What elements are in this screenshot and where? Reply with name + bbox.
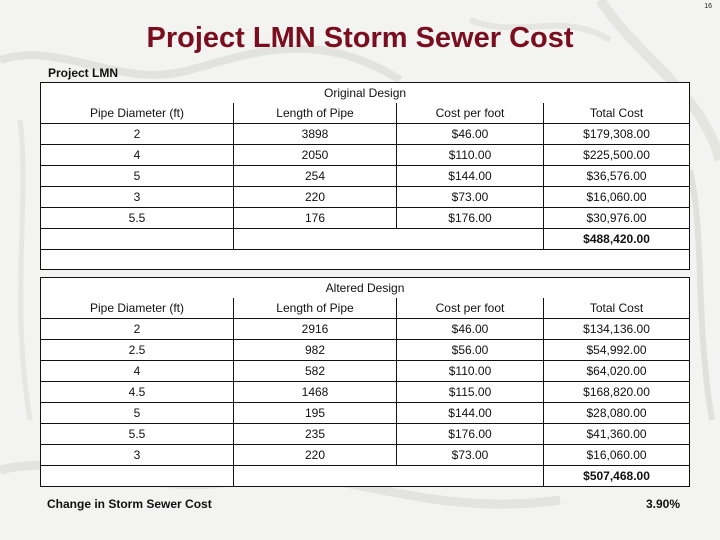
cell-pipe-diameter: 4: [41, 361, 234, 382]
cell-total-cost: $30,976.00: [544, 208, 690, 229]
header-cost-per-foot: Cost per foot: [397, 103, 544, 124]
header-total-cost: Total Cost: [544, 103, 690, 124]
cell-length: 176: [234, 208, 397, 229]
header-cost-per-foot: Cost per foot: [397, 298, 544, 319]
cell-cost-per-foot: $115.00: [397, 382, 544, 403]
cell-cost-per-foot: $73.00: [397, 187, 544, 208]
cell-cost-per-foot: $46.00: [397, 124, 544, 145]
cell-cost-per-foot: $144.00: [397, 403, 544, 424]
cell-pipe-diameter: 3: [41, 445, 234, 466]
total-row: [41, 229, 690, 250]
grand-total: $507,468.00: [544, 466, 690, 487]
table-row: [41, 424, 690, 445]
table-row: [41, 445, 690, 466]
cell-total-cost: $36,576.00: [544, 166, 690, 187]
header-total-cost: Total Cost: [544, 298, 690, 319]
cell-total-cost: $16,060.00: [544, 187, 690, 208]
cell-length: 220: [234, 445, 397, 466]
cell-length: 254: [234, 166, 397, 187]
cell-cost-per-foot: $46.00: [397, 319, 544, 340]
table-row: [41, 319, 690, 340]
empty-cell: [41, 229, 234, 250]
cell-pipe-diameter: 2.5: [41, 340, 234, 361]
empty-cell: [234, 229, 544, 250]
cell-pipe-diameter: 5: [41, 403, 234, 424]
altered-design-label: Altered Design: [41, 278, 690, 299]
cell-total-cost: $54,992.00: [544, 340, 690, 361]
cell-total-cost: $179,308.00: [544, 124, 690, 145]
cell-pipe-diameter: 4.5: [41, 382, 234, 403]
cell-pipe-diameter: 5.5: [41, 208, 234, 229]
cell-length: 220: [234, 187, 397, 208]
project-subtitle: Project LMN: [48, 66, 119, 80]
original-design-table: [40, 82, 690, 270]
cell-length: 2050: [234, 145, 397, 166]
empty-cell: [41, 250, 690, 270]
cell-cost-per-foot: $176.00: [397, 208, 544, 229]
cell-total-cost: $16,060.00: [544, 445, 690, 466]
cell-length: 235: [234, 424, 397, 445]
table-row: [41, 208, 690, 229]
cell-total-cost: $168,820.00: [544, 382, 690, 403]
altered-design-table: [40, 277, 690, 487]
cell-length: 982: [234, 340, 397, 361]
table-row: [41, 382, 690, 403]
change-value: 3.90%: [645, 497, 680, 511]
cell-length: 2916: [234, 319, 397, 340]
table-row: [41, 166, 690, 187]
grand-total: $488,420.00: [544, 229, 690, 250]
table-row: [41, 361, 690, 382]
cell-pipe-diameter: 2: [41, 319, 234, 340]
table-row: [41, 124, 690, 145]
page-title: Project LMN Storm Sewer Cost: [146, 22, 574, 54]
cell-total-cost: $64,020.00: [544, 361, 690, 382]
empty-cell: [41, 466, 234, 487]
cell-cost-per-foot: $56.00: [397, 340, 544, 361]
header-length: Length of Pipe: [234, 103, 397, 124]
cell-total-cost: $41,360.00: [544, 424, 690, 445]
header-length: Length of Pipe: [234, 298, 397, 319]
cell-pipe-diameter: 3: [41, 187, 234, 208]
table-row: [41, 403, 690, 424]
change-label: Change in Storm Sewer Cost: [47, 497, 212, 511]
original-design-label: Original Design: [41, 83, 690, 104]
table-row: [41, 340, 690, 361]
empty-cell: [234, 466, 544, 487]
cell-pipe-diameter: 5: [41, 166, 234, 187]
spacer-row: [41, 250, 690, 270]
header-pipe-diameter: Pipe Diameter (ft): [41, 298, 234, 319]
cell-total-cost: $28,080.00: [544, 403, 690, 424]
table-row: [41, 145, 690, 166]
cell-cost-per-foot: $176.00: [397, 424, 544, 445]
cell-pipe-diameter: 5.5: [41, 424, 234, 445]
cell-length: 582: [234, 361, 397, 382]
cell-cost-per-foot: $110.00: [397, 361, 544, 382]
table-row: [41, 187, 690, 208]
cell-length: 195: [234, 403, 397, 424]
cell-cost-per-foot: $73.00: [397, 445, 544, 466]
cell-length: 1468: [234, 382, 397, 403]
cell-cost-per-foot: $110.00: [397, 145, 544, 166]
cell-total-cost: $225,500.00: [544, 145, 690, 166]
header-pipe-diameter: Pipe Diameter (ft): [41, 103, 234, 124]
cell-pipe-diameter: 2: [41, 124, 234, 145]
slide-number: 16: [704, 3, 712, 10]
cell-total-cost: $134,136.00: [544, 319, 690, 340]
cell-length: 3898: [234, 124, 397, 145]
total-row: [41, 466, 690, 487]
cell-pipe-diameter: 4: [41, 145, 234, 166]
cell-cost-per-foot: $144.00: [397, 166, 544, 187]
